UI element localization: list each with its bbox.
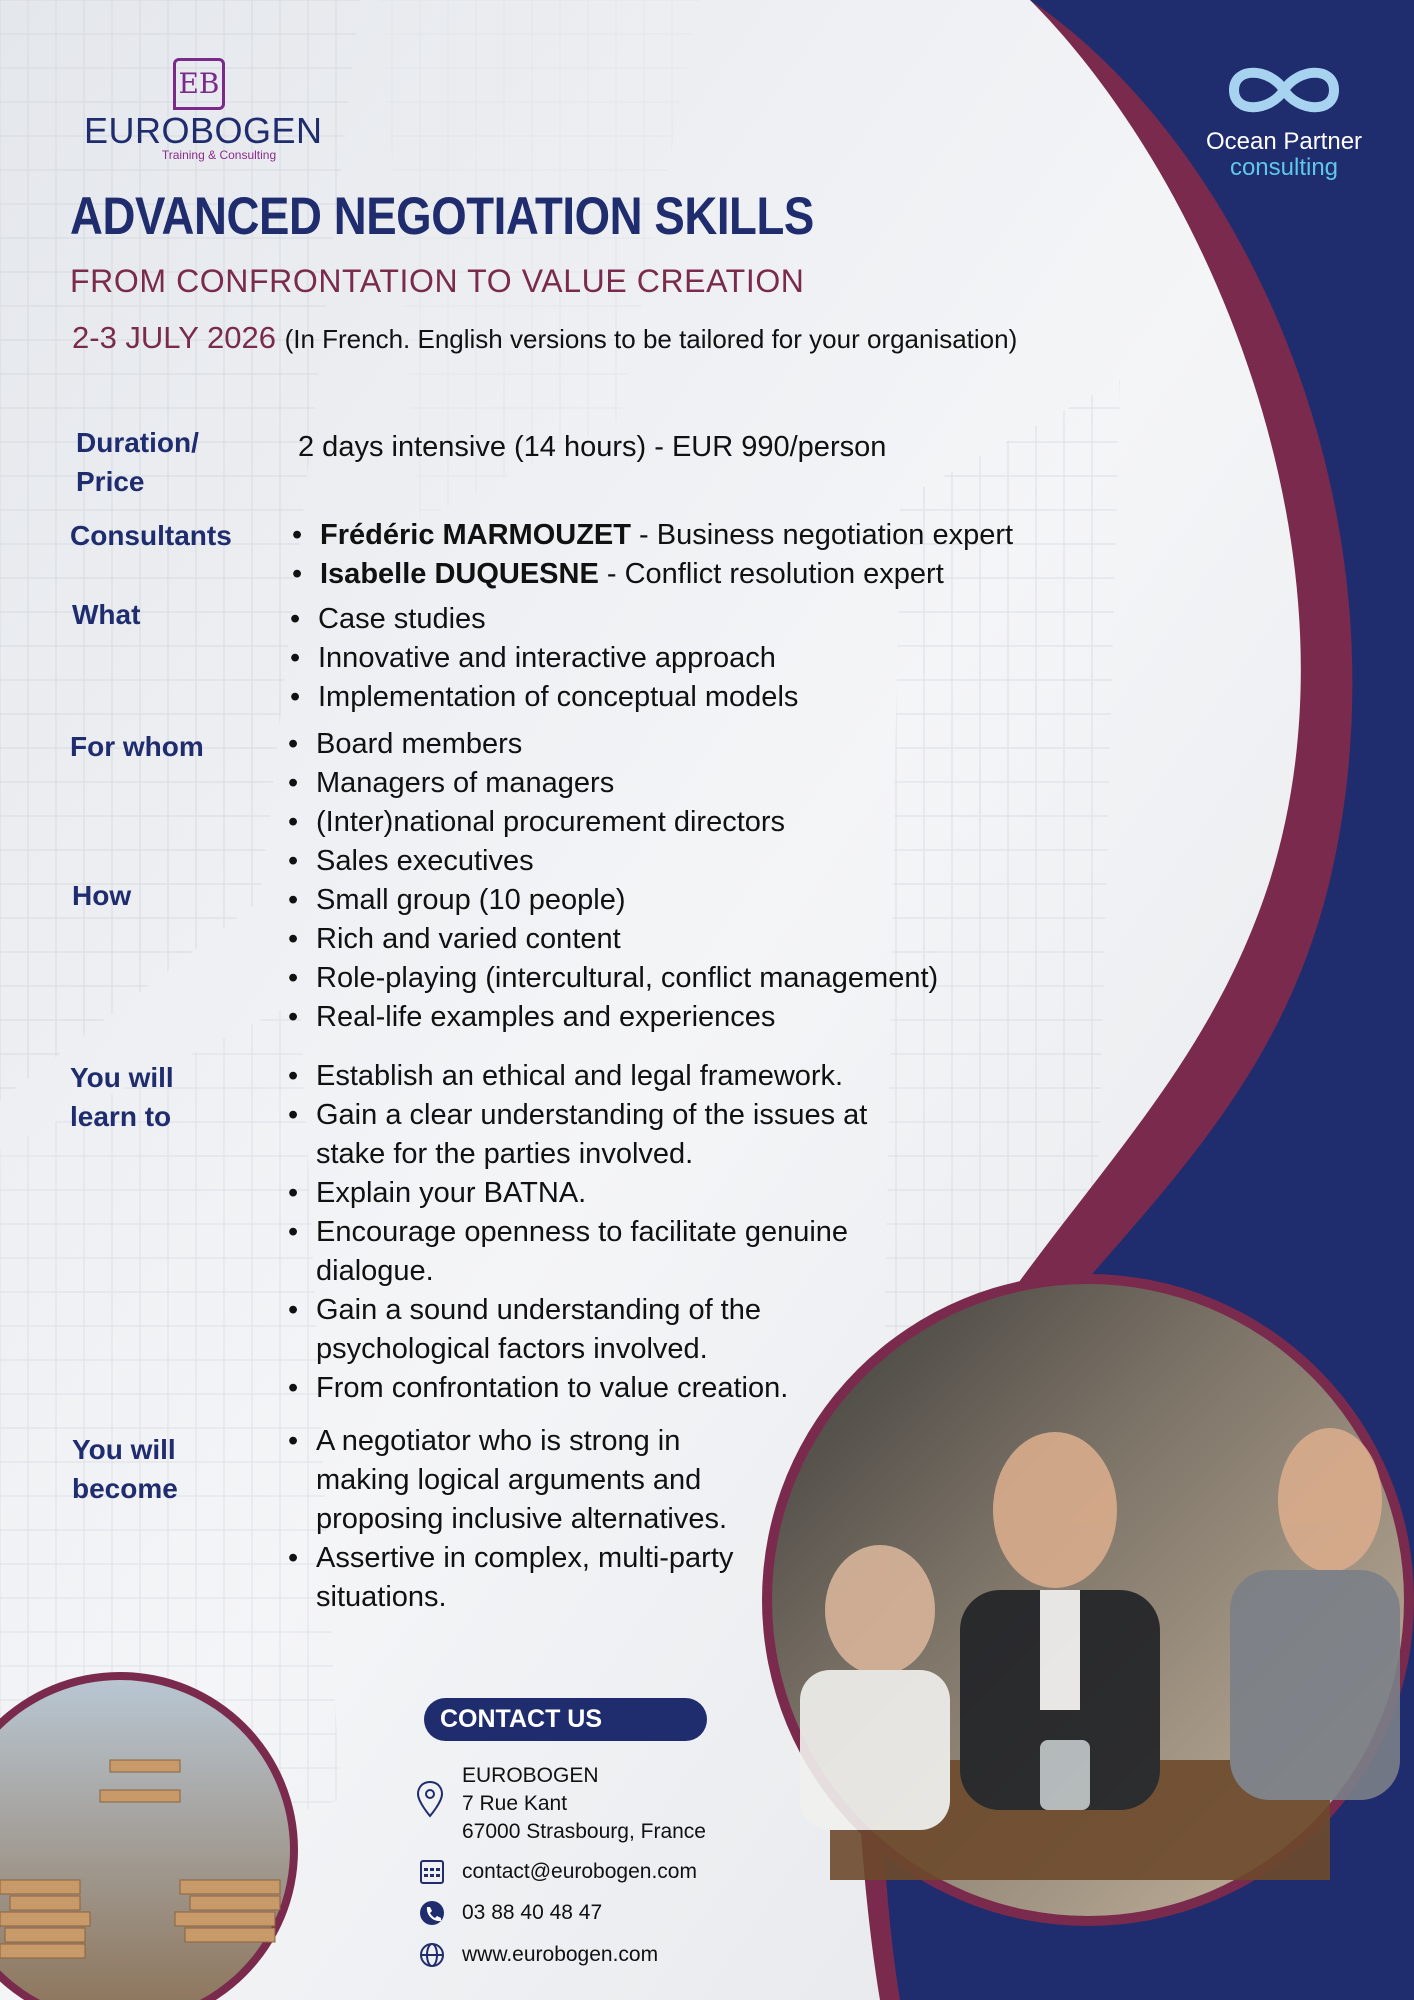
phone-icon [414, 1901, 442, 1929]
address-line: EUROBOGEN [462, 1764, 599, 1787]
list-item: • Rich and varied content [282, 920, 938, 959]
phone-link[interactable]: 03 88 40 48 47 [462, 1901, 603, 1924]
list-item: • Role-playing (intercultural, conflict management) [282, 959, 938, 998]
list-item: • Establish an ethical and legal framework. [282, 1057, 942, 1096]
list-item: • Sales executives [282, 842, 785, 881]
list-item: • Innovative and interactive approach [284, 639, 798, 678]
list-item: • Assertive in complex, multi-party situations. [282, 1539, 762, 1617]
list-item: • Real-life examples and experiences [282, 998, 938, 1037]
duration-label-line2: Price [76, 466, 145, 497]
consultant-item: • Frédéric MARMOUZET - Business negotiation expert [286, 516, 1013, 555]
list-item: • A negotiator who is strong in making logical arguments and proposing inclusive alternatives. [282, 1422, 762, 1539]
page-title: ADVANCED NEGOTIATION SKILLS [70, 187, 814, 246]
duration-label-line1: Duration/ [76, 427, 199, 458]
consultants-list [286, 516, 1013, 594]
address-line: 67000 Strasbourg, France [462, 1820, 706, 1843]
consultant-item: • Isabelle DUQUESNE - Conflict resolution expert [286, 555, 1013, 594]
become-label [72, 1430, 178, 1508]
globe-icon [414, 1943, 442, 1971]
list-item: • Implementation of conceptual models [284, 678, 798, 717]
become-label-line1: You will [72, 1434, 176, 1465]
list-item: • From confrontation to value creation. [282, 1369, 942, 1408]
eurobogen-logo [84, 58, 323, 162]
duration-text: 2 days intensive (14 hours) - EUR 990/person [298, 431, 887, 463]
website-link[interactable]: www.eurobogen.com [462, 1943, 659, 1966]
list-item: • Explain your BATNA. [282, 1174, 942, 1213]
list-item: • Gain a sound understanding of the psychological factors involved. [282, 1291, 942, 1369]
eurobogen-mark: EB [173, 58, 225, 110]
for-whom-label: For whom [70, 731, 204, 762]
ocean-partner-logo [1190, 58, 1378, 181]
become-list [282, 1422, 762, 1617]
consultants-label: Consultants [70, 520, 232, 551]
event-date [72, 320, 1017, 356]
become-label-line2: become [72, 1473, 178, 1504]
learn-list [282, 1057, 942, 1408]
learn-label-line2: learn to [70, 1101, 172, 1132]
email-link[interactable]: contact@eurobogen.com [462, 1860, 697, 1883]
calendar-icon [414, 1861, 442, 1889]
list-item: • Encourage openness to facilitate genuine dialogue. [282, 1213, 942, 1291]
learn-label [70, 1058, 174, 1136]
list-item: • Board members [282, 725, 785, 764]
duration-label [76, 423, 199, 501]
infinity-icon [1214, 58, 1354, 122]
location-pin-icon [414, 1782, 442, 1810]
learn-label-line1: You will [70, 1062, 174, 1093]
contact-us-button[interactable]: CONTACT US [424, 1698, 707, 1741]
how-list [282, 881, 938, 1037]
page-subtitle: FROM CONFRONTATION TO VALUE CREATION [70, 263, 805, 299]
what-list [284, 600, 798, 717]
ocean-partner-name: Ocean Partner [1205, 128, 1363, 155]
date-text: 2-3 JULY 2026 [72, 320, 276, 355]
how-label: How [72, 880, 132, 911]
list-item: • Gain a clear understanding of the issues at stake for the parties involved. [282, 1096, 942, 1174]
ocean-partner-sub: consulting [1229, 154, 1339, 181]
address-line: 7 Rue Kant [462, 1792, 568, 1815]
what-label: What [72, 599, 141, 630]
eurobogen-name: EUROBOGEN [84, 110, 323, 151]
list-item: • Small group (10 people) [282, 881, 938, 920]
eurobogen-tagline: Training & Consulting [161, 148, 277, 162]
list-item: • Case studies [284, 600, 798, 639]
date-note: (In French. English versions to be tailored for your organisation) [284, 324, 1018, 354]
list-item: • (Inter)national procurement directors [282, 803, 785, 842]
list-item: • Managers of managers [282, 764, 785, 803]
for-whom-list [282, 725, 785, 881]
